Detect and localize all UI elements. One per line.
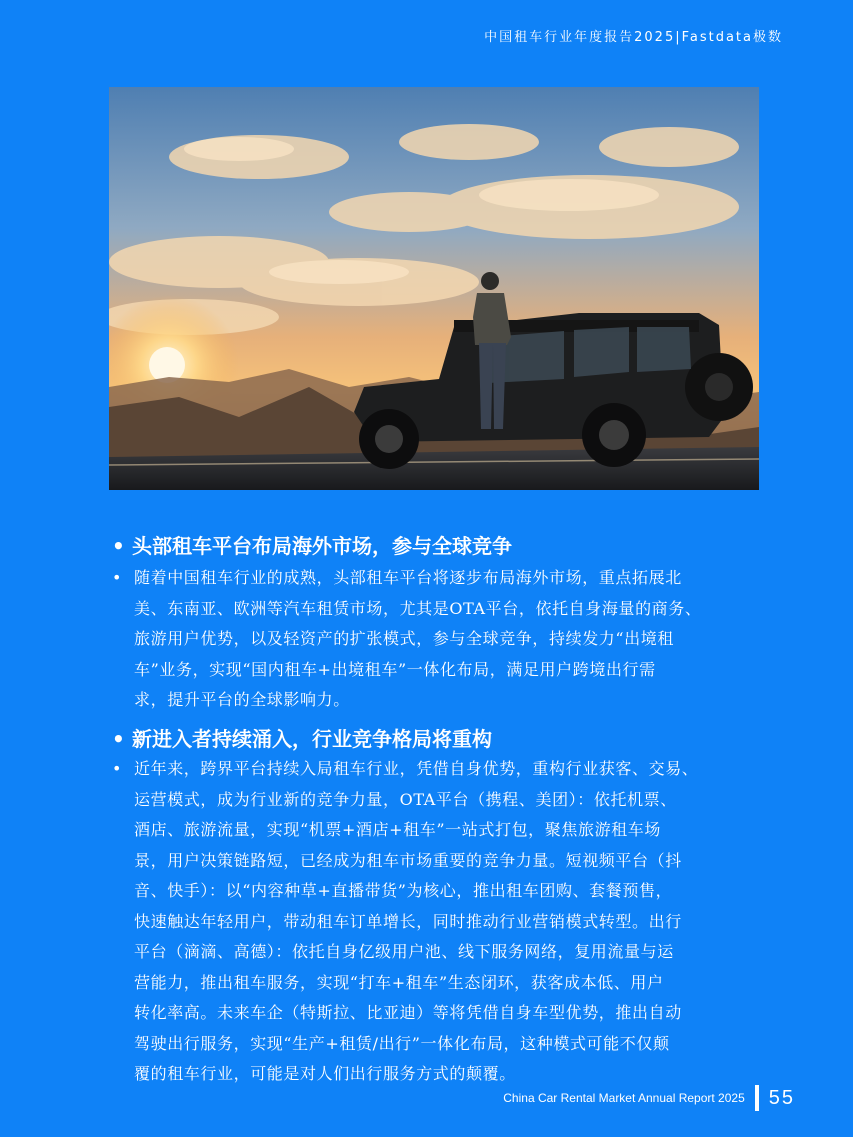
bullet-icon: • [112,568,122,587]
section2-line: 平台（滴滴、高德）：依托自身亿级用户池、线下服务网络，复用流量与运 [134,942,674,961]
bullet-icon: • [112,534,125,558]
section2-line: 营能力，推出租车服务，实现“打车+租车”生态闭环，获客成本低、用户 [134,972,664,992]
section2-line: 音、快手）：以“内容种草+直播带货”为核心，推出租车团购、套餐预售， [134,881,673,900]
section1-line: 车”业务，实现“国内租车+出境租车”一体化布局，满足用户跨境出行需 [134,659,656,679]
footer-report-name: China Car Rental Market Annual Report 2025 [503,1091,745,1105]
bullet-icon: • [112,759,122,778]
page-footer [503,1085,795,1111]
section-title-new-entrants [112,723,492,752]
section1-line: 美、东南亚、欧洲等汽车租赁市场，尤其是OTA平台，依托自身海量的商务、 [134,598,702,618]
section2-line: 快速触达年轻用户，带动租车订单增长，同时推动行业营销模式转型。出行 [134,911,682,931]
section2-line: 景，用户决策链路短，已经成为租车市场重要的竞争力量。短视频平台（抖 [134,850,682,870]
section2-line: 驾驶出行服务，实现“生产+租赁/出行”一体化布局，这种模式可能不仅颠 [134,1033,670,1053]
section1-title-text: 头部租车平台布局海外市场，参与全球竞争 [132,534,512,558]
section1-paragraph [112,563,772,716]
section2-paragraph [112,754,772,1090]
report-header: 中国租车行业年度报告2025|Fastdata极数 [484,30,783,45]
footer-divider [755,1085,759,1111]
bullet-icon: • [112,727,125,751]
section2-line: 覆的租车行业，可能是对人们出行服务方式的颠覆。 [134,1064,516,1083]
section-title-overseas-expansion [112,530,512,559]
section2-line: 转化率高。未来车企（特斯拉、比亚迪）等将凭借自身车型优势，推出自动 [134,1003,682,1022]
hero-photo-man-on-jeep-sunset [109,87,759,490]
section2-line: 近年来，跨界平台持续入局租车行业，凭借自身优势，重构行业获客、交易、 [134,759,699,778]
section2-line: 运营模式，成为行业新的竞争力量，OTA平台（携程、美团）：依托机票、 [134,789,677,809]
section2-line: 酒店、旅游流量，实现“机票+酒店+租车”一站式打包，聚焦旅游租车场 [134,820,661,839]
section1-line: 旅游用户优势，以及轻资产的扩张模式，参与全球竞争，持续发力“出境租 [134,629,674,648]
page-number: 55 [768,1086,795,1109]
section2-title-text: 新进入者持续涌入，行业竞争格局将重构 [132,727,492,751]
section1-line: 求，提升平台的全球影响力。 [134,690,350,709]
photo-illustration [109,87,759,490]
section1-line: 随着中国租车行业的成熟，头部租车平台将逐步布局海外市场，重点拓展北 [134,568,682,587]
